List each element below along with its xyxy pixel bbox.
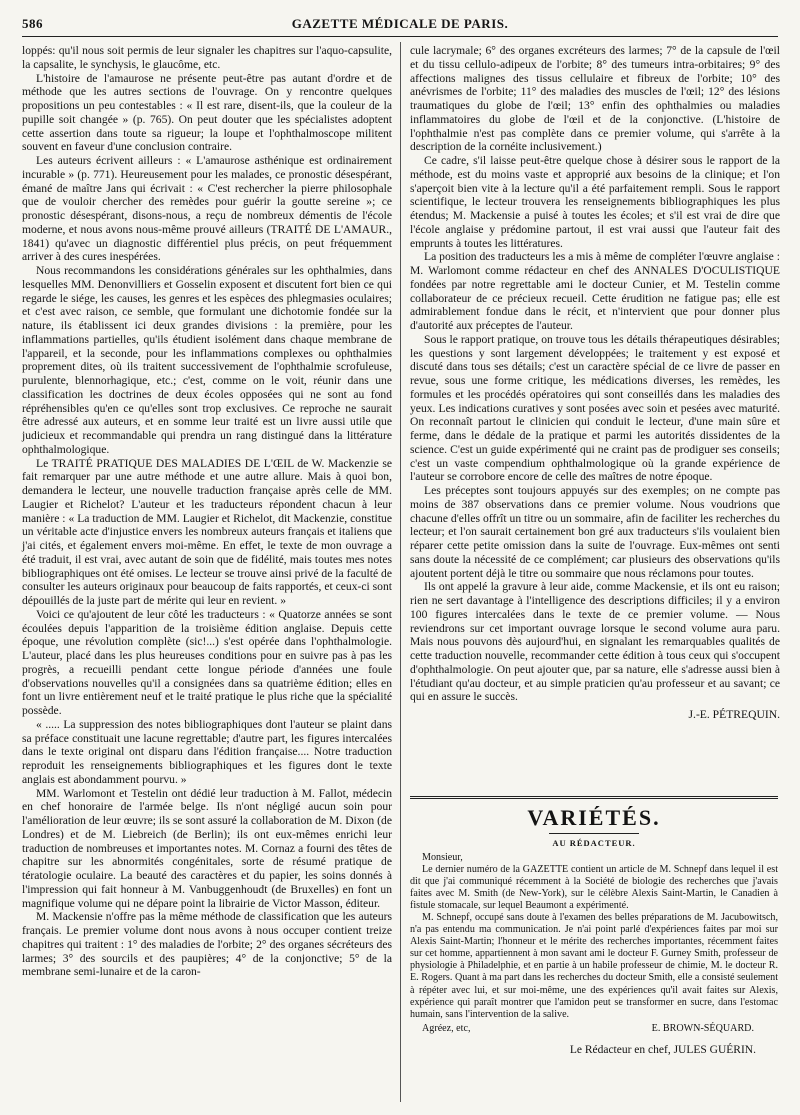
paragraph: Sous le rapport pratique, on trouve tous les détails thérapeutiques désirables; les questions y sont largement développées; le traitement y est exposé et discuté dans tous ses détails; c'est un caractère spécial de ce livre de passer en revue, sous une forme critique, les médications diverses, les remèdes, les formules et les procédés opératoires qui sont conseillés dans les maladies des yeux. Les indications curatives y sont posées avec soin et pesées avec maturité. On reconnaît partout le clinicien qui conduit le lecteur, d'une main sûre et ferme, dans le dédale de la pratique et parmi les autorités dissidentes de la science. C'est un guide expérimenté qui ne craint pas de prodiguer ses conseils; c'est un vaste compendium ophthalmologique où la grande expérience de l'auteur se corrobore encore de celle des maîtres de notre époque. — [410, 332, 780, 484]
paragraph: Le TRAITÉ PRATIQUE DES MALADIES DE L'ŒIL de W. Mackenzie se fait remarquer par une autre méthode et une autre allure. Mais à quoi bon, demandera le lecteur, une nouvelle traduction française après celle de MM. Laugier et Richelot? L'auteur et les traducteurs répondent chacun à leur manière : « La traduction de MM. Laugier et Richelot, dit Mackenzie, constitue un véritable acte d'injustice envers les nombreux auteurs français et italiens que j'ai cités, et également envers moi-même. En effet, le texte de mon ouvrage a été traduit, il est vrai, avec autant de soin que de fidélité, mais toutes mes notes bibliographiques ont été omises. Le lecteur se trouve ainsi privé de la faculté de consulter les auteurs originaux pour beaucoup de faits rapportés, et ceux-ci sont dépouillés de la juste part de mérite qui leur en revient. » — [22, 456, 392, 607]
varietes-subtitle: AU RÉDACTEUR. — [552, 838, 636, 848]
letter-paragraph: M. Schnepf, occupé sans doute à l'examen des belles préparations de M. Jacubowitsch, n'a pas entendu ma communication. Je n'ai point parlé d'expériences faites par moi sur Alexis Saint-Martin; l'honneur et le mérite des recherches importantes, récemment faites sur cet homme, appartiennent à mon savant ami le docteur F. Gurney Smith, professeur de physiologie à Philadelphie, et en partie à un habile professeur de chimie, M. le docteur R. E. Rogers. Quant à ma part dans les recherches du docteur Smith, elle a consisté seulement à répéter avec lui, et sur moi-même, une des expériences qu'il avait faites sur Alexis, expérience qui paraît montrer que l'amidon peut se transformer en sucre, dans l'estomac humain, sans l'intervention de la salive. — [410, 912, 778, 1020]
letter-closing: Agréez, etc, — [422, 1022, 471, 1034]
review-signature: J.-E. PÉTREQUIN. — [688, 708, 780, 721]
paragraph: loppés: qu'il nous soit permis de leur signaler les chapitres sur l'aquo-capsulite, la capsalite, le synchysis, le glaucôme, etc. — [22, 44, 392, 71]
paragraph: Ce cadre, s'il laisse peut-être quelque chose à désirer sous le rapport de la méthode, est du moins vaste et approprié aux besoins de la clinique; et l'on s'aperçoit bien vite à la lecture qu'il a été parfaitement rempli. Sous le rapport scientifique, le lecteur trouvera les renseignements bibliographiques les plus étendus; M. Mackensie a puisé à toutes les écoles; et s'il est vrai de dire que l'école anglaise y prédomine partout, il est vrai aussi que l'auteur fait des emprunts à toutes les littératures. — [410, 154, 780, 250]
paragraph: Les auteurs écrivent ailleurs : « L'amaurose asthénique est ordinairement incurable » (p. 771). Heureusement pour les malades, ce pronostic désespérant, émané de maître Jans qui écrivait : « C'est rechercher la pierre philosophale que de vouloir chercher des remèdes pour guérir la goutte sereine »; ce pronostic désespérant, disons-nous, a reçu de nombreux démentis de l'école moderne, et nous avons nous-même prouvé ailleurs (TRAITÉ DE L'AMAUR., 1841) qu'avec un diagnostic différentiel plus précis, on peut fréquemment arriver à des cures inespérées. — [22, 154, 392, 264]
letter-paragraph: Le dernier numéro de la GAZETTE contient un article de M. Schnepf dans lequel il est dit que j'ai communiqué récemment à la Société de biologie des recherches que j'avais faites avec M. Smith (de New-York), sur le célèbre Alexis Saint-Martin, le Canadien à fistule stomacale, sur lequel Beaumont a expérimenté. — [410, 864, 778, 912]
letter-salutation: Monsieur, — [422, 852, 463, 863]
paragraph: Voici ce qu'ajoutent de leur côté les traducteurs : « Quatorze années se sont écoulées depuis l'apparition de la troisième édition anglaise. Depuis cette époque, une révolution complète (sic!...) s'est opérée dans l'ophthalmologie. L'auteur, placé dans les plus heureuses conditions pour en suivre pas à pas les progrès, a recueilli pendant cette longue période d'années une foule d'observations nouvelles qu'il a consignées dans sa quatrième édition; elles en font un livre entièrement neuf et le traité pratique le plus riche que la spécialité possède. — [22, 607, 392, 717]
journal-title: GAZETTE MÉDICALE DE PARIS. — [291, 16, 509, 31]
paragraph: L'histoire de l'amaurose ne présente peut-être pas autant d'ordre et de méthode que les autres sections de l'ouvrage. On y rencontre quelques propositions un peu contestables : « Il est rare, disent-ils, que la couleur de la pupille soit changée » (p. 765). On peut douter que les spécialistes adoptent cette assertion dans toute sa rigueur; la loupe et l'ophthalmoscope militent souvent en faveur d'une conclusion contraire. — [22, 71, 392, 154]
paragraph: M. Mackensie n'offre pas la même méthode de classification que les auteurs français. Le premier volume dont nous avons à nous occuper contient treize chapitres qui traitent : 1° des maladies de l'orbite; 2° des organes sécréteurs des larmes; 3° des sourcils et des paupières; 4° de la conjonctive; 5° de la membrane semi-lunaire et de la caron- — [22, 910, 392, 979]
paragraph: Les préceptes sont toujours appuyés sur des exemples; on ne compte pas moins de 387 observations dans ce premier volume. Nous voudrions que chacune d'elles offrît un titre ou un sommaire, afin de faciliter les recherches du lecteur; et l'on saurait certainement bon gré aux traducteurs s'ils voulaient bien réparer cette petite omission dans la suite de l'ouvrage. Eux-mêmes ont senti sans doute la nécessité de ce complément; car plusieurs des observations qu'ils ajoutent portent déjà le titre ou sommaire que nous réclamons pour toutes. — [410, 484, 780, 580]
left-column — [22, 44, 392, 979]
letter-closing-row — [410, 1023, 778, 1036]
varietes-section — [410, 796, 778, 1104]
paragraph: « ..... La suppression des notes bibliographiques dont l'auteur se plaint dans sa préface constituait une lacune regrettable; d'autre part, les figures intercalées dans le texte original ont disparu dans l'édition française.... Notre traduction reproduit les renseignements bibliographiques et les figures dont le texte anglais est abondamment pourvu. » — [22, 717, 392, 786]
paragraph: La position des traducteurs les a mis à même de compléter l'œuvre anglaise : M. Warlomont comme rédacteur en chef des ANNALES D'OCULISTIQUE fondées par notre regrettable ami le docteur Cunier, et M. Testelin comme collaborateur de ce précieux recueil. Cette érudition ne fatigue pas; elle est admirablement fondue dans le récit, et n'intervient que pour donner plus d'autorité aux préceptes de l'auteur. — [410, 250, 780, 332]
page-header — [22, 14, 778, 37]
paragraph: Ils ont appelé la gravure à leur aide, comme Mackensie, et ils ont eu raison; rien ne sert davantage à l'intelligence des descriptions difficiles; il y a environ 100 figures intercalées dans le texte de ce premier volume. — Nous reviendrons sur cet important ouvrage lorsque le second volume aura paru. Mais nous pouvons dès aujourd'hui, en signalant les remarquables qualités de cette traduction nouvelle, recommander cette édition à tous ceux qui s'occupent d'ophthalmologie. On peut ajouter que, par sa nature, elle s'adresse aussi bien à l'étudiant qu'au docteur, et au simple praticien qu'au professeur et au savant; ce qui en assure le succès. — [410, 580, 780, 704]
letter-signature: E. BROWN-SÉQUARD. — [651, 1022, 754, 1034]
varietes-title: VARIÉTÉS. — [527, 805, 661, 830]
paragraph: Nous recommandons les considérations générales sur les ophthalmies, dans lesquelles MM. Denonvilliers et Gosselin exposent et discutent fort bien ce qui regarde le siége, les causes, les genres et les espèces des phlegmasies oculaires; et c'est avec raison, ce semble, que formulant une dichotomie fondée sur la nature, ils établissent ici deux grandes divisions : la première, pour les inflammations partielles, qu'ils étudient isolément dans chaque membrane de l'appareil, et la seconde, pour les inflammations complexes ou ophthalmies proprement dites, où ils traitent successivement de l'ophthalmie scrofuleuse, purulente, blennorhagique, etc.; c'est, comme on le voit, réunir dans une classification les doctrines de deux écoles opposées qui ne sont au fond répréhensibles qu'en ce qu'elles sont trop exclusives. Ce reproche ne saurait être adressé aux auteurs, et en somme leur traité est un livre aussi utile que judicieux et recommandable qui prendra un rang distingué dans la littérature ophthalmologique. — [22, 264, 392, 456]
right-column — [410, 44, 780, 722]
editor-line: Le Rédacteur en chef, JULES GUÉRIN. — [569, 1043, 756, 1056]
title-underline — [549, 833, 639, 834]
paragraph: cule lacrymale; 6° des organes excréteurs des larmes; 7° de la capsule de l'œil et du tissu cellulo-adipeux de l'orbite; 8° des tumeurs intra-orbitaires; 9° des affections malignes des tissus cellulaire et fibreux de l'orbite; 10° des anévrismes de l'orbite; 11° des maladies des muscles de l'œil; 12° des lésions traumatiques du globe de l'œil; 13° enfin des ophthalmies ou maladies inflammatoires du globe de l'œil et de la conjonctive. (L'histoire de l'ophthalmie n'est pas complète dans ce premier volume, qui s'arrête à la description de la cornéite inclusivement.) — [410, 44, 780, 154]
letter-body — [410, 852, 778, 1036]
column-divider — [400, 42, 401, 1102]
page-number: 586 — [22, 16, 43, 31]
paragraph: MM. Warlomont et Testelin ont dédié leur traduction à M. Fallot, médecin en chef honoraire de l'armée belge. Ils n'ont négligé aucun soin pour l'amélioration de leur œuvre; ils se sont assuré la collaboration de M. Dixon (de Londres) et de M. Liebreich (de Berlin); ils ont eux-mêmes enrichi leur traduction de nombreuses et importantes notes. M. Cornaz a fourni des têtes de chapitre sur les abnormités congénitales, sorte de résumé pratique de tératologie oculaire. La beauté des caractères et du papier, les soins donnés à l'impression qui fait honneur à M. Vanbuggenhoudt (de Bruxelles) en font un magnifique volume qui ne dépare point la librairie de Victor Masson, éditeur. — [22, 786, 392, 910]
